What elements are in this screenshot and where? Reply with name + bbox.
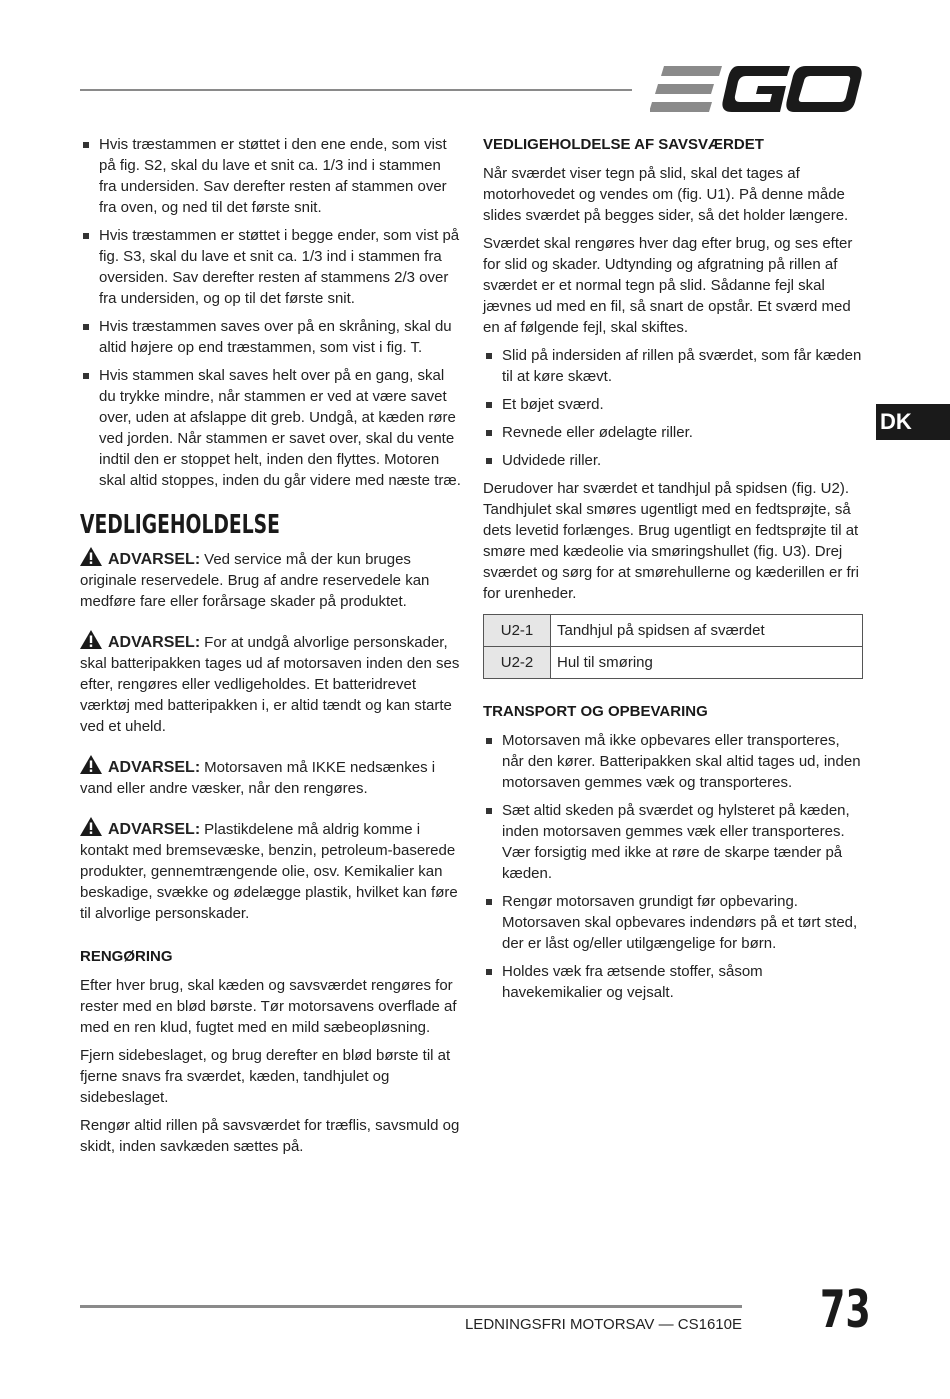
list-item: Hvis træstammen er støttet i begge ender, som vist på fig. S3, skal du lave et snit ca. 1/3 ind i stammen fra oversiden. Sav derefter resten af stammens 2/3 over fra undersiden, og op til det første snit. xyxy=(80,225,462,309)
list-item: Motorsaven må ikke opbevares eller transporteres, når den kører. Batteripakken skal altid tages ud, inden motorsaven gemmes væk og transporteres. xyxy=(483,730,863,793)
warning-text: Motorsaven må IKKE nedsænkes i vand eller andre væsker, når den rengøres. xyxy=(80,759,436,797)
part-code: U2-2 xyxy=(484,647,551,679)
cutting-instructions-list xyxy=(80,134,462,491)
warning-label: ADVARSEL: xyxy=(108,759,201,776)
warning-label: ADVARSEL: xyxy=(108,551,201,568)
paragraph: Sværdet skal rengøres hver dag efter brug, og ses efter for slid og skader. Udtynding og afgratning på rillen af sværdet er et normal tegn på slid. Sådanne fejl skal jævnes ud med en fil, så snart de opstår. Et sværd med en af følgende fejl, skal skiftes. xyxy=(483,235,853,336)
table-row xyxy=(484,615,863,647)
warning-triangle-icon xyxy=(80,817,102,836)
footer-rule xyxy=(80,1305,742,1308)
list-item: Slid på indersiden af rillen på sværdet, som får kæden til at køre skævt. xyxy=(483,345,863,387)
list-item: Hvis træstammen saves over på en skråning, skal du altid højere op end træstammen, som vist i fig. T. xyxy=(80,316,462,358)
part-code: U2-1 xyxy=(484,615,551,647)
paragraph: Efter hver brug, skal kæden og savsværdet rengøres for rester med en blød børste. Tør motorsavens overflade af med en ren klud, fugtet med en mild sæbeopløsning. xyxy=(80,977,457,1036)
header-rule xyxy=(80,89,632,91)
cleaning-heading: RENGØRING xyxy=(80,948,173,965)
warning-block xyxy=(80,630,462,737)
transport-list xyxy=(483,730,863,1003)
warning-label: ADVARSEL: xyxy=(108,821,201,838)
paragraph: Rengør altid rillen på savsværdet for træflis, savsmuld og skidt, inden savkæden sættes på. xyxy=(80,1117,460,1155)
list-item: Udvidede riller. xyxy=(483,450,863,471)
warning-triangle-icon xyxy=(80,547,102,566)
warning-label: ADVARSEL: xyxy=(108,634,201,651)
list-item: Et bøjet sværd. xyxy=(483,394,863,415)
paragraph: Fjern sidebeslaget, og brug derefter en blød børste til at fjerne snavs fra sværdet, kæden, tandhjulet og sidebeslaget. xyxy=(80,1047,451,1106)
paragraph: Når sværdet viser tegn på slid, skal det tages af motorhovedet og vendes om (fig. U1). På denne måde slides sværdet på begges sider, så det holder længere. xyxy=(483,165,849,224)
warning-triangle-icon xyxy=(80,630,102,649)
paragraph: Derudover har sværdet et tandhjul på spidsen (fig. U2). Tandhjulet skal smøres ugentligt med en fedtsprøjte, så dets levetid forlænges. Brug ugentligt en fedtsprøjte til at smøre med kædeolie via smøringshullet (fig. U3). Drej sværdet og sørg for at smørehullerne og kæderillen er fri for urenheder. xyxy=(483,480,859,602)
right-column xyxy=(483,134,863,1010)
list-item: Revnede eller ødelagte riller. xyxy=(483,422,863,443)
ego-logo xyxy=(650,64,862,114)
bar-maintenance-heading: VEDLIGEHOLDELSE AF SAVSVÆRDET xyxy=(483,136,764,153)
list-item: Hvis stammen skal saves helt over på en gang, skal du trykke mindre, når stammen er ved at være savet over, uden at afslappe dit greb. Undgå, at kæden røre ved jorden. Når stammen er savet over, skal du vente indtil den er stoppet helt, inden den flyttes. Motoren skal altid stoppes, inden du går videre med næste træ. xyxy=(80,365,462,491)
parts-table xyxy=(483,614,863,679)
warning-block xyxy=(80,547,462,612)
bar-defects-list xyxy=(483,345,863,471)
list-item: Rengør motorsaven grundigt før opbevaring. Motorsaven skal opbevares indendørs på et tørt sted, der er låst og/eller utilgængelige for børn. xyxy=(483,891,863,954)
list-item: Holdes væk fra ætsende stoffer, såsom havekemikalier og vejsalt. xyxy=(483,961,863,1003)
warning-text: Plastikdelene må aldrig komme i kontakt med bremsevæske, benzin, petroleum-baserede produkter, gennemtrængende olie, osv. Kemikalier kan beskadige, svække og ødelægge plastik, hvilket kan føre til alvorlige personskader. xyxy=(80,821,458,922)
warning-text: For at undgå alvorlige personskader, skal batteripakken tages ud af motorsaven inden den ses efter, rengøres eller vedligeholdes. Et batteridrevet værktøj med batteripakken i, er altid tændt og kan starte ved et uheld. xyxy=(80,634,460,735)
transport-heading: TRANSPORT OG OPBEVARING xyxy=(483,703,708,720)
left-column xyxy=(80,134,462,1164)
footer-doc-title: LEDNINGSFRI MOTORSAV — CS1610E xyxy=(464,1316,742,1333)
warning-text: Ved service må der kun bruges originale reservedele. Brug af andre reservedele kan medføre fare eller forårsage skader på produktet. xyxy=(80,551,430,610)
language-tab: DK xyxy=(876,404,950,440)
warning-triangle-icon xyxy=(80,755,102,774)
page-number: 73 xyxy=(820,1280,871,1340)
section-title: VEDLIGEHOLDELSE xyxy=(80,510,280,540)
table-row xyxy=(484,647,863,679)
part-description: Hul til smøring xyxy=(551,647,863,679)
list-item: Hvis træstammen er støttet i den ene ende, som vist på fig. S2, skal du lave et snit ca. 1/3 ind i stammen fra undersiden. Sav derefter resten af stammen over fra oven, og ned til det første snit. xyxy=(80,134,462,218)
warning-block xyxy=(80,817,462,924)
warning-block xyxy=(80,755,462,799)
list-item: Sæt altid skeden på sværdet og hylsteret på kæden, inden motorsaven gemmes væk eller transporteres. Vær forsigtig med ikke at røre de skarpe tænder på kæden. xyxy=(483,800,863,884)
part-description: Tandhjul på spidsen af sværdet xyxy=(551,615,863,647)
